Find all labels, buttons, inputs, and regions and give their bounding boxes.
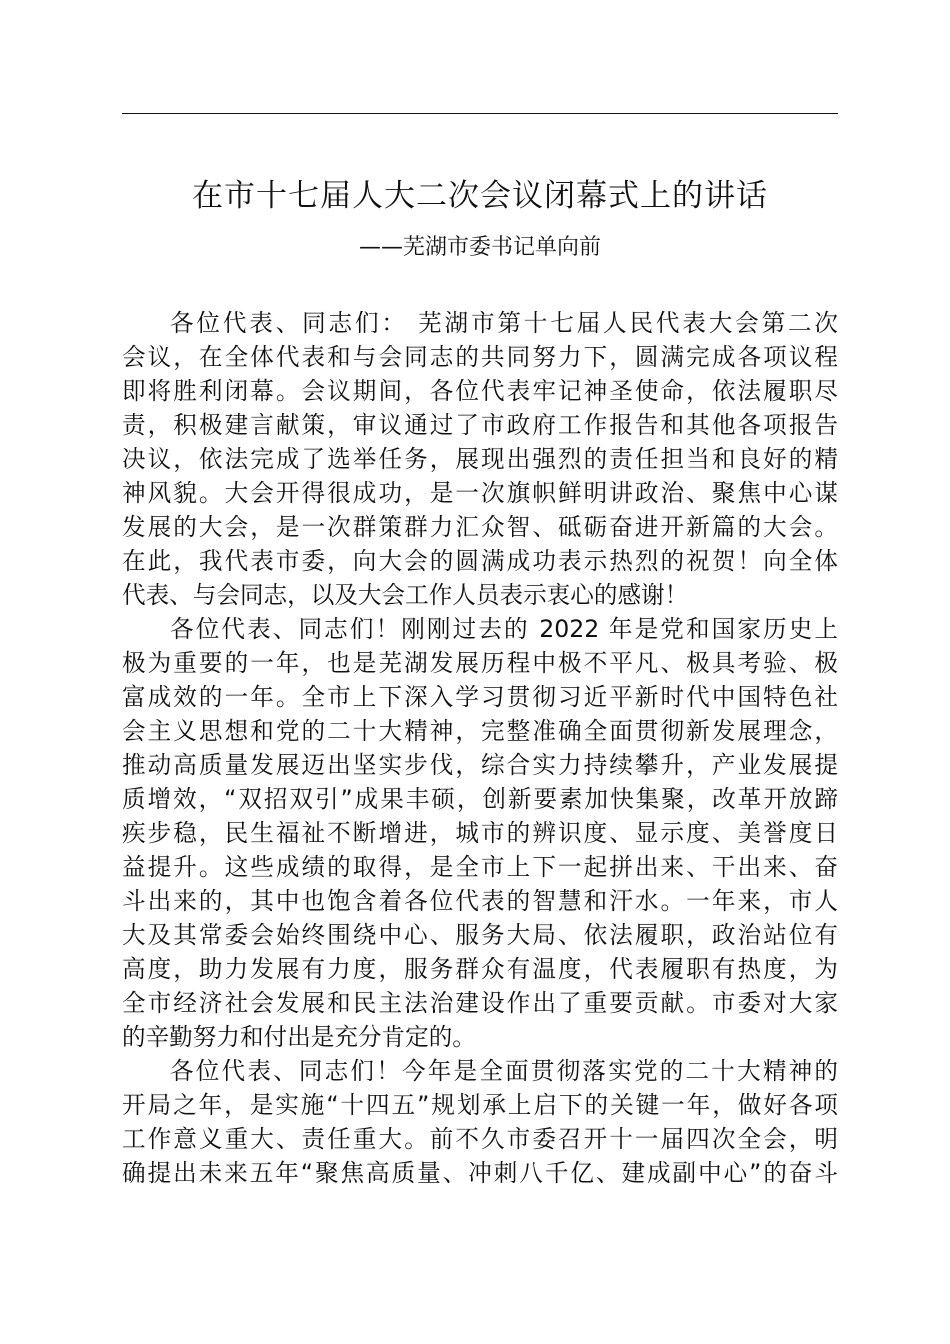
text-line: 各位代表、同志们！今年是全面贯彻落实党的二十大精神的 <box>170 1057 838 1085</box>
text-line: 高度，助力发展有力度，服务群众有温度，代表履职有热度，为 <box>122 955 838 983</box>
text-line: 发展的大会，是一次群策群力汇众智、砥砺奋进开新篇的大会。 <box>122 513 838 541</box>
text-line: 极为重要的一年，也是芜湖发展历程中极不平凡、极具考验、极 <box>122 649 838 677</box>
text-line: 疾步稳，民生福祉不断增进，城市的辨识度、显示度、美誉度日 <box>122 819 838 847</box>
speech-body <box>122 306 838 1190</box>
header-rule <box>122 113 838 114</box>
text-line: 决议，依法完成了选举任务，展现出强烈的责任担当和良好的精 <box>122 445 838 473</box>
text-line: 的辛勤努力和付出是充分肯定的。 <box>122 1023 476 1051</box>
text-line: 益提升。这些成绩的取得，是全市上下一起拼出来、干出来、奋 <box>122 853 838 881</box>
text-line: 开局之年，是实施“十四五”规划承上启下的关键一年，做好各项 <box>122 1091 838 1119</box>
text-line: 推动高质量发展迈出坚实步伐，综合实力持续攀升，产业发展提 <box>122 751 838 779</box>
text-line: 各位代表、同志们： 芜湖市第十七届人民代表大会第二次 <box>170 309 838 337</box>
speech-title: 在市十七届人大二次会议闭幕式上的讲话 <box>192 178 768 214</box>
text-line: 确提出未来五年“聚焦高质量、冲刺八千亿、建成副中心”的奋斗 <box>122 1159 838 1187</box>
text-line: 斗出来的，其中也饱含着各位代表的智慧和汗水。一年来，市人 <box>122 887 838 915</box>
text-line: 各位代表、同志们！刚刚过去的 2022 年是党和国家历史上 <box>170 615 838 643</box>
text-line: 大及其常委会始终围绕中心、服务大局、依法履职，政治站位有 <box>122 921 838 949</box>
text-line: 全市经济社会发展和民主法治建设作出了重要贡献。市委对大家 <box>122 989 838 1017</box>
text-line: 神风貌。大会开得很成功，是一次旗帜鲜明讲政治、聚焦中心谋 <box>122 479 838 507</box>
text-line: 会主义思想和党的二十大精神，完整准确全面贯彻新发展理念， <box>122 717 838 745</box>
text-line: 会议，在全体代表和与会同志的共同努力下，圆满完成各项议程 <box>122 343 838 371</box>
text-line: 工作意义重大、责任重大。前不久市委召开十一届四次全会，明 <box>122 1125 838 1153</box>
text-line: 即将胜利闭幕。会议期间，各位代表牢记神圣使命，依法履职尽 <box>122 377 838 405</box>
text-line: 在此，我代表市委，向大会的圆满成功表示热烈的祝贺！向全体 <box>122 547 838 575</box>
text-line: 质增效，“双招双引”成果丰硕，创新要素加快集聚，改革开放蹄 <box>122 785 838 813</box>
text-line: 责，积极建言献策，审议通过了市政府工作报告和其他各项报告 <box>122 411 838 439</box>
text-line: 代表、与会同志，以及大会工作人员表示衷心的感谢！ <box>122 581 689 609</box>
text-line: 富成效的一年。全市上下深入学习贯彻习近平新时代中国特色社 <box>122 683 838 711</box>
speech-subtitle: ——芜湖市委书记单向前 <box>358 235 601 260</box>
